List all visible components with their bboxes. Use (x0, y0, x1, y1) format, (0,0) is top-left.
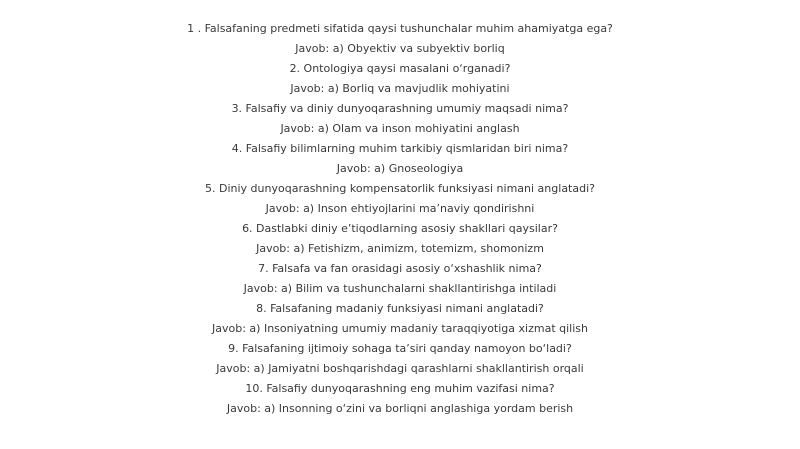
question-1: 1 . Falsafaning predmeti sifatida qaysi tushunchalar muhim ahamiyatga ega? (187, 22, 613, 35)
answer-5: Javob: a) Inson ehtiyojlarini ma’naviy qondirishni (265, 202, 535, 215)
question-7: 7. Falsafa va fan orasidagi asosiy o‘xshashlik nima? (258, 262, 542, 275)
answer-6: Javob: a) Fetishizm, animizm, totemizm, shomonizm (256, 242, 544, 255)
answer-8: Javob: a) Insoniyatning umumiy madaniy taraqqiyotiga xizmat qilish (212, 322, 588, 335)
question-10: 10. Falsafiy dunyoqarashning eng muhim vazifasi nima? (245, 382, 555, 395)
answer-7: Javob: a) Bilim va tushunchalarni shakllantirishga intiladi (243, 282, 557, 295)
qa-document (0, 19, 800, 419)
answer-9: Javob: a) Jamiyatni boshqarishdagi qarashlarni shakllantirish orqali (216, 362, 584, 375)
question-6: 6. Dastlabki diniy e’tiqodlarning asosiy shakllari qaysilar? (242, 222, 558, 235)
question-3: 3. Falsafiy va diniy dunyoqarashning umumiy maqsadi nima? (231, 102, 569, 115)
question-9: 9. Falsafaning ijtimoiy sohaga ta’siri qanday namoyon bo‘ladi? (228, 342, 572, 355)
question-2: 2. Ontologiya qaysi masalani o‘rganadi? (289, 62, 511, 75)
answer-4: Javob: a) Gnoseologiya (336, 162, 464, 175)
question-4: 4. Falsafiy bilimlarning muhim tarkibiy qismlaridan biri nima? (231, 142, 569, 155)
answer-2: Javob: a) Borliq va mavjudlik mohiyatini (290, 82, 510, 95)
answer-3: Javob: a) Olam va inson mohiyatini anglash (280, 122, 520, 135)
question-8: 8. Falsafaning madaniy funksiyasi nimani anglatadi? (256, 302, 544, 315)
answer-1: Javob: a) Obyektiv va subyektiv borliq (295, 42, 505, 55)
question-5: 5. Diniy dunyoqarashning kompensatorlik funksiyasi nimani anglatadi? (205, 182, 595, 195)
answer-10: Javob: a) Insonning o‘zini va borliqni anglashiga yordam berish (226, 402, 574, 415)
